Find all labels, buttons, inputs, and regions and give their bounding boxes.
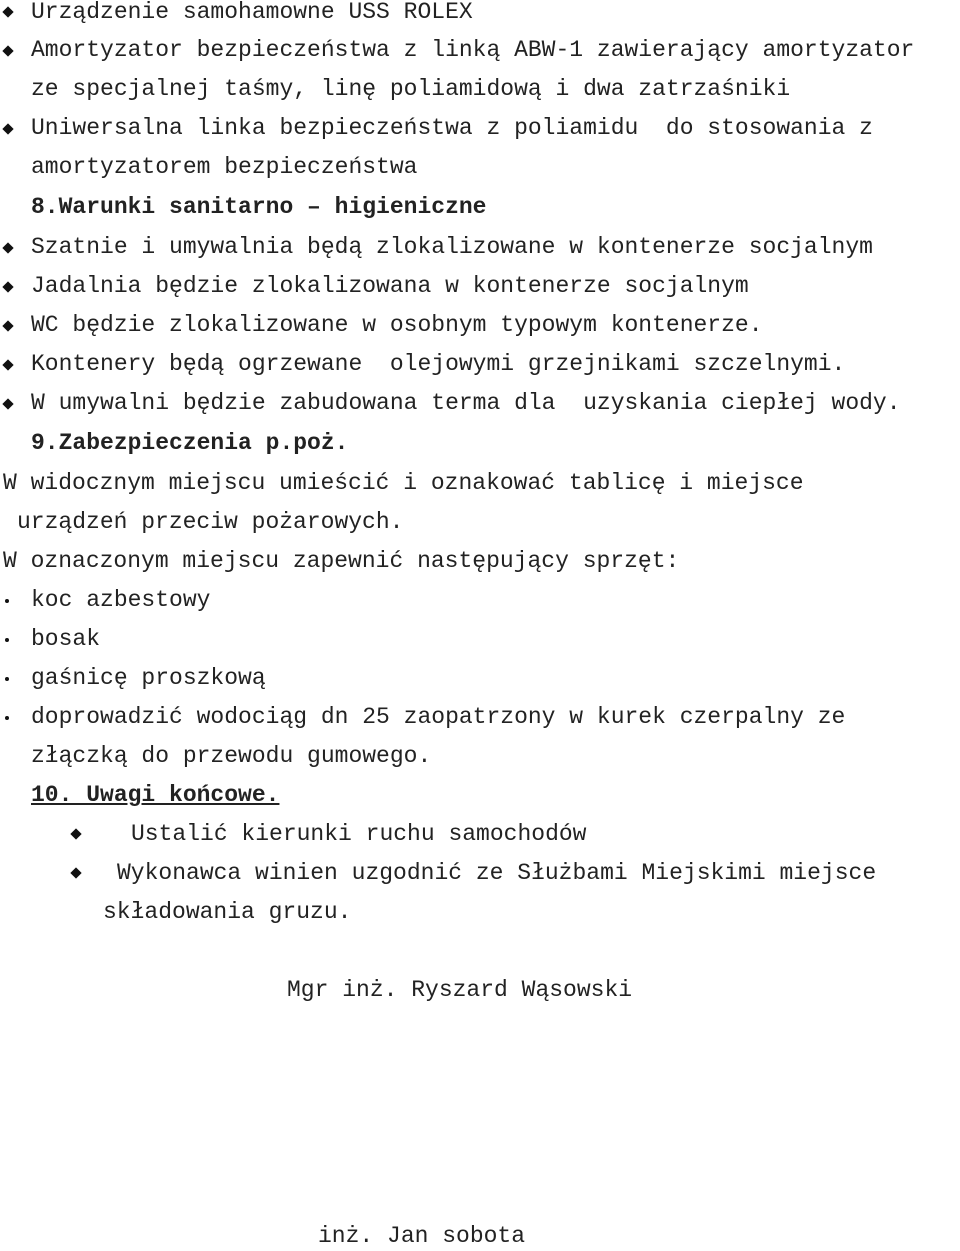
equipment-item-3-cont: amortyzatorem bezpieczeństwa: [31, 154, 418, 180]
fire-equipment-item-4: doprowadzić wodociąg dn 25 zaopatrzony w kurek czerpalny ze: [31, 704, 846, 730]
equipment-item-1: Urządzenie samohamowne USS ROLEX: [31, 0, 473, 25]
bullet-dot-icon: [5, 677, 9, 681]
bullet-diamond-icon: [2, 398, 13, 409]
signature-1: Mgr inż. Ryszard Wąsowski: [287, 977, 633, 1003]
bullet-diamond-icon: [2, 359, 13, 370]
sanitary-item-4: Kontenery będą ogrzewane olejowymi grzejnikami szczelnymi.: [31, 351, 846, 377]
signature-2: inż. Jan sobota: [318, 1223, 526, 1249]
fire-equipment-item-1: koc azbestowy: [31, 587, 211, 613]
final-note-item-2: Wykonawca winien uzgodnić ze Służbami Miejskimi miejsce: [117, 860, 877, 886]
bullet-diamond-icon: [2, 242, 13, 253]
fire-equipment-item-4-cont: złączką do przewodu gumowego.: [31, 743, 432, 769]
fire-equipment-item-3: gaśnicę proszkową: [31, 665, 266, 691]
sanitary-item-2: Jadalnia będzie zlokalizowana w kontenerze socjalnym: [31, 273, 749, 299]
section-9-paragraph-1: W widocznym miejscu umieścić i oznakować tablicę i miejsce: [3, 470, 804, 496]
section-9-heading: 9.Zabezpieczenia p.poż.: [31, 430, 349, 456]
bullet-diamond-icon: [2, 281, 13, 292]
equipment-item-2-cont: ze specjalnej taśmy, linę poliamidową i dwa zatrzaśniki: [31, 76, 791, 102]
final-note-item-2-cont: składowania gruzu.: [103, 899, 352, 925]
bullet-dot-icon: [5, 599, 9, 603]
final-note-item-1: Ustalić kierunki ruchu samochodów: [131, 821, 587, 847]
fire-equipment-item-2: bosak: [31, 626, 101, 652]
bullet-diamond-icon: [70, 828, 81, 839]
bullet-dot-icon: [5, 716, 9, 720]
bullet-diamond-icon: [2, 6, 13, 17]
section-8-heading: 8.Warunki sanitarno – higieniczne: [31, 194, 487, 220]
equipment-item-2: Amortyzator bezpieczeństwa z linką ABW-1 zawierający amortyzator: [31, 37, 915, 63]
bullet-diamond-icon: [2, 320, 13, 331]
section-10-heading: 10. Uwagi końcowe.: [31, 782, 280, 808]
equipment-item-3: Uniwersalna linka bezpieczeństwa z poliamidu do stosowania z: [31, 115, 873, 141]
section-9-paragraph-1-cont: urządzeń przeciw pożarowych.: [17, 509, 404, 535]
section-9-paragraph-2: W oznaczonym miejscu zapewnić następujący sprzęt:: [3, 548, 680, 574]
sanitary-item-5: W umywalni będzie zabudowana terma dla uzyskania ciepłej wody.: [31, 390, 901, 416]
bullet-diamond-icon: [70, 867, 81, 878]
bullet-diamond-icon: [2, 45, 13, 56]
bullet-dot-icon: [5, 638, 9, 642]
sanitary-item-3: WC będzie zlokalizowane w osobnym typowym kontenerze.: [31, 312, 763, 338]
bullet-diamond-icon: [2, 123, 13, 134]
sanitary-item-1: Szatnie i umywalnia będą zlokalizowane w kontenerze socjalnym: [31, 234, 873, 260]
